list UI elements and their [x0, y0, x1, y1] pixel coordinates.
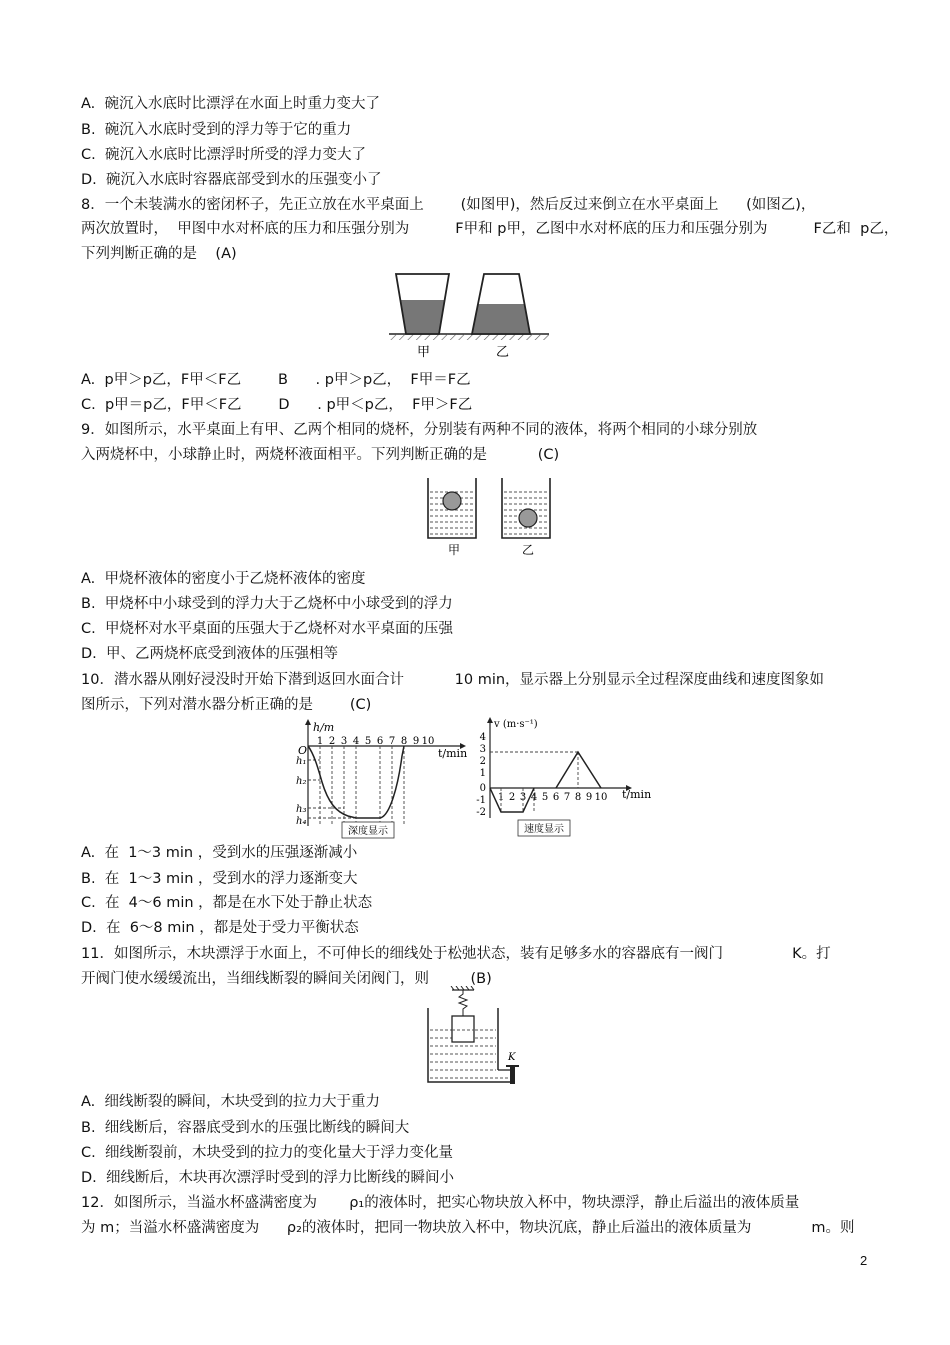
- depth-xtick-4: 4: [352, 736, 360, 747]
- depth-ytick-h2: h₂: [296, 776, 307, 787]
- q11-stem-line-1: 11．如图所示，木块漂浮于水面上，不可伸长的细线处于松弛状态，装有足够多水的容器底有一阀门 K。打: [81, 946, 831, 962]
- speed-xtick-2: 2: [508, 792, 516, 803]
- speed-xtick-5: 5: [541, 792, 549, 803]
- q7-option-d: D. 碗沉入水底时容器底部受到水的压强变小了: [81, 172, 382, 188]
- q8-options-cd: C. p甲＝p乙，F甲＜F乙 D . p甲＜p乙， F甲＞F乙: [81, 397, 473, 413]
- speed-xtick-1: 1: [497, 792, 505, 803]
- speed-ytick-2: 2: [479, 756, 486, 767]
- depth-xtick-7: 7: [388, 736, 396, 747]
- speed-ytick-neg1: -1: [476, 795, 486, 806]
- speed-ytick-1: 1: [479, 768, 486, 779]
- speed-xtick-3: 3: [519, 792, 527, 803]
- q9-option-d: D. 甲、乙两烧杯底受到液体的压强相等: [81, 646, 338, 662]
- depth-xtick-2: 2: [328, 736, 336, 747]
- q10-speed-chart: [470, 714, 660, 840]
- depth-xtick-5: 5: [364, 736, 372, 747]
- speed-ylabel: v (m·s⁻¹): [494, 719, 538, 730]
- speed-xtick-10: 10: [594, 792, 608, 803]
- depth-ytick-h3: h₃: [296, 804, 307, 815]
- q11-valve-label: K: [508, 1052, 516, 1063]
- depth-ytick-h4: h₄: [296, 816, 307, 827]
- q7-option-a: A. 碗沉入水底时比漂浮在水面上时重力变大了: [81, 96, 380, 112]
- page-number: 2: [860, 1253, 868, 1268]
- depth-xtick-9: 9: [412, 736, 420, 747]
- q10-stem-line-2: 图所示，下列对潜水器分析正确的是 (C): [81, 697, 372, 713]
- q10-option-b: B. 在 1～3 min ，受到水的浮力逐渐变大: [81, 871, 358, 887]
- speed-caption: 速度显示: [524, 824, 564, 835]
- q9-stem-line-1: 9．如图所示，水平桌面上有甲、乙两个相同的烧杯，分别装有两种不同的液体，将两个相同的小球分别放: [81, 422, 758, 438]
- q11-option-d: D. 细线断后，木块再次漂浮时受到的浮力比断线的瞬间小: [81, 1170, 454, 1186]
- q7-option-b: B. 碗沉入水底时受到的浮力等于它的重力: [81, 122, 352, 138]
- q8-label-jia: 甲: [417, 345, 431, 360]
- q9-option-c: C. 甲烧杯对水平桌面的压强大于乙烧杯对水平桌面的压强: [81, 621, 453, 637]
- q10-option-c: C. 在 4～6 min ，都是在水下处于静止状态: [81, 895, 373, 911]
- speed-ytick-4: 4: [479, 732, 486, 743]
- q11-option-a: A. 细线断裂的瞬间，木块受到的拉力大于重力: [81, 1094, 380, 1110]
- q10-depth-chart: [294, 716, 474, 840]
- q9-label-yi: 乙: [522, 543, 535, 557]
- depth-xtick-6: 6: [376, 736, 384, 747]
- q12-stem-line-2: 为 m；当溢水杯盛满密度为 ρ₂的液体时，把同一物块放入杯中，物块沉底，静止后溢出的液体质量为 m。则: [81, 1220, 855, 1236]
- speed-xlabel: t/min: [622, 788, 652, 801]
- depth-xtick-10: 10: [421, 736, 435, 747]
- q9-beakers-figure: [424, 474, 554, 560]
- q8-cups-figure: [384, 270, 554, 362]
- depth-caption: 深度显示: [348, 826, 388, 837]
- q8-label-yi: 乙: [496, 345, 510, 360]
- speed-xtick-8: 8: [574, 792, 582, 803]
- q11-option-c: C. 细线断裂前，木块受到的拉力的变化量大于浮力变化量: [81, 1145, 453, 1161]
- speed-xtick-4: 4: [530, 792, 538, 803]
- speed-xtick-9: 9: [585, 792, 593, 803]
- q8-stem-line-1: 8．一个未装满水的密闭杯子，先正立放在水平桌面上 (如图甲)，然后反过来倒立在水平桌面上 (如图乙)，: [81, 197, 816, 213]
- q9-option-b: B. 甲烧杯中小球受到的浮力大于乙烧杯中小球受到的浮力: [81, 596, 453, 612]
- q9-stem-line-2: 入两烧杯中，小球静止时，两烧杯液面相平。下列判断正确的是 (C): [81, 447, 560, 463]
- q7-option-c: C. 碗沉入水底时比漂浮时所受的浮力变大了: [81, 147, 366, 163]
- depth-xtick-1: 1: [316, 736, 324, 747]
- q10-option-a: A. 在 1～3 min ，受到水的压强逐渐减小: [81, 845, 358, 861]
- q11-container-figure: [424, 986, 528, 1088]
- q8-options-ab: A. p甲＞p乙，F甲＜F乙 B . p甲＞p乙， F甲＝F乙: [81, 372, 471, 388]
- q8-stem-line-2: 两次放置时， 甲图中水对杯底的压力和压强分别为 F甲和 p甲，乙图中水对杯底的压力和压强分别为 F乙和 p乙，: [81, 221, 899, 237]
- depth-ylabel: h/m: [313, 721, 335, 734]
- q9-option-a: A. 甲烧杯液体的密度小于乙烧杯液体的密度: [81, 571, 366, 587]
- speed-xtick-7: 7: [563, 792, 571, 803]
- speed-ytick-neg2: -2: [476, 807, 486, 818]
- speed-xtick-6: 6: [552, 792, 560, 803]
- q9-label-jia: 甲: [448, 543, 461, 557]
- q12-stem-line-1: 12．如图所示，当溢水杯盛满密度为 ρ₁的液体时，把实心物块放入杯中，物块漂浮，静止后溢出的液体质量: [81, 1195, 800, 1211]
- speed-ytick-0: 0: [479, 783, 486, 794]
- q10-stem-line-1: 10．潜水器从刚好浸没时开始下潜到返回水面合计 10 min，显示器上分别显示全过程深度曲线和速度图象如: [81, 672, 825, 688]
- depth-xtick-3: 3: [340, 736, 348, 747]
- q8-stem-line-3: 下列判断正确的是 (A): [81, 246, 237, 262]
- q11-stem-line-2: 开阀门使水缓缓流出，当细线断裂的瞬间关闭阀门，则 (B): [81, 971, 492, 987]
- speed-ytick-3: 3: [479, 744, 486, 755]
- depth-origin: O: [298, 744, 308, 757]
- q10-option-d: D. 在 6～8 min ，都是处于受力平衡状态: [81, 920, 359, 936]
- depth-xtick-8: 8: [400, 736, 408, 747]
- depth-xlabel: t/min: [438, 747, 468, 760]
- depth-ytick-h1: h₁: [296, 756, 307, 767]
- q11-option-b: B. 细线断后，容器底受到水的压强比断线的瞬间大: [81, 1120, 410, 1136]
